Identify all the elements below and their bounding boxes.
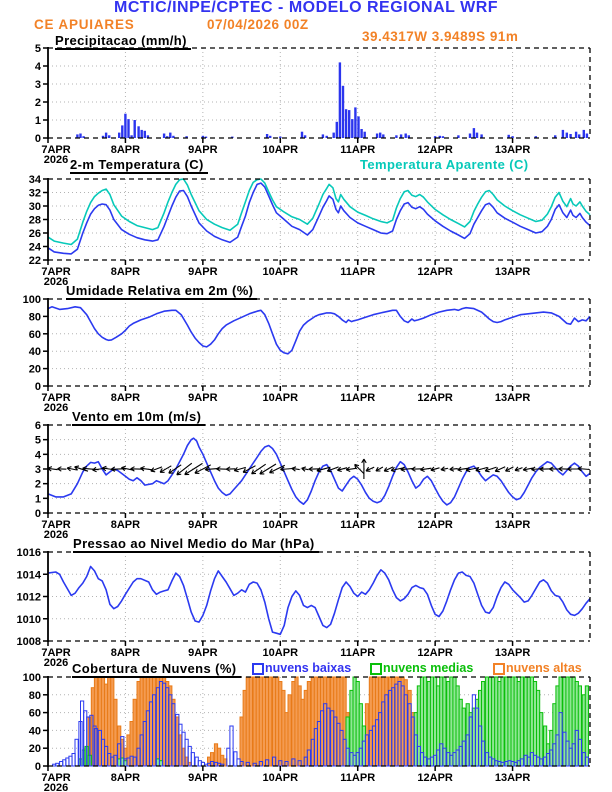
x-year-label: 2026: [43, 529, 69, 541]
y-tick-label: 34: [28, 174, 41, 186]
precip-bar: [141, 130, 143, 138]
y-tick-label: 24: [28, 241, 41, 254]
x-tick-label: 10APR: [262, 392, 299, 404]
precip-bar: [301, 132, 303, 138]
cloud-bar-altas: [269, 677, 272, 766]
x-tick-label: 13APR: [494, 772, 531, 784]
precip-bar: [124, 114, 126, 138]
wind-arrow: [431, 467, 440, 471]
precip-bar: [469, 134, 471, 139]
x-tick-label: 11APR: [340, 392, 376, 404]
y-tick-label: 1014: [16, 569, 41, 582]
x-tick-label: 8APR: [110, 144, 141, 156]
precip-bar: [105, 133, 107, 138]
panel-legend-temp-aparente: Temperatura Aparente (C): [360, 157, 529, 172]
wind-arrow: [302, 467, 309, 471]
precip-bar: [395, 135, 397, 138]
precip-bar: [169, 133, 171, 138]
precip-bar: [336, 122, 338, 138]
wind-arrow: [376, 467, 383, 471]
x-tick-label: 12APR: [417, 392, 453, 404]
precip-bar: [279, 137, 281, 138]
wind-arrow: [252, 464, 266, 474]
precip-bar: [575, 132, 577, 138]
rh-line: [48, 307, 590, 354]
x-year-label: 2026: [43, 657, 69, 669]
y-tick-label: 30: [28, 201, 41, 213]
y-tick-label: 5: [34, 434, 41, 447]
x-tick-label: 9APR: [188, 392, 218, 404]
x-tick-label: 12APR: [417, 144, 453, 156]
legend-square-nuvens-baixas-icon: [252, 663, 264, 675]
x-tick-label: 11APR: [340, 647, 376, 659]
y-tick-label: 60: [28, 707, 41, 720]
y-tick-label: 20: [28, 363, 41, 376]
y-tick-label: 28: [28, 214, 41, 227]
y-tick-label: 4: [34, 449, 41, 462]
precip-bar: [473, 128, 475, 138]
cloud-bar-medias: [501, 677, 504, 766]
y-tick-label: 32: [28, 187, 41, 200]
y-tick-label: 100: [22, 294, 41, 306]
y-tick-label: 80: [28, 689, 41, 702]
run-datetime: 07/04/2026 00Z: [207, 17, 309, 32]
x-tick-label: 7APR: [41, 519, 71, 531]
x-tick-label: 8APR: [110, 519, 141, 531]
x-tick-label: 10APR: [262, 266, 299, 278]
panel-title-clouds: Cobertura de Nuvens (%): [72, 661, 241, 678]
y-tick-label: 1010: [16, 613, 41, 626]
x-tick-label: 8APR: [110, 392, 141, 404]
y-tick-label: 1008: [16, 636, 41, 648]
y-tick-label: 6: [34, 420, 41, 432]
x-tick-label: 13APR: [494, 144, 531, 156]
y-tick-label: 40: [28, 725, 41, 738]
x-tick-label: 13APR: [494, 392, 531, 404]
precip-bar: [79, 134, 81, 139]
x-tick-label: 7APR: [41, 266, 71, 278]
x-tick-label: 9APR: [188, 519, 218, 531]
y-tick-label: 0: [34, 508, 41, 520]
y-tick-label: 40: [28, 346, 41, 359]
wind-arrow: [515, 467, 523, 471]
x-tick-label: 11APR: [340, 266, 376, 278]
y-tick-label: 2: [34, 478, 41, 491]
y-tick-label: 22: [28, 255, 41, 267]
x-tick-label: 12APR: [417, 519, 453, 531]
x-tick-label: 10APR: [262, 144, 299, 156]
wind-arrow: [281, 467, 293, 472]
cloud-bar-baixas: [75, 739, 78, 766]
wind-arrow: [420, 467, 431, 472]
x-tick-label: 8APR: [110, 647, 141, 659]
y-tick-label: 4: [34, 61, 41, 73]
x-tick-label: 9APR: [188, 144, 218, 156]
x-tick-label: 13APR: [494, 519, 531, 531]
precip-bar: [566, 133, 568, 138]
cloud-bar-baixas: [191, 753, 194, 766]
page-title: MCTIC/INPE/CPTEC - MODELO REGIONAL WRF: [113, 0, 499, 16]
station-label: CE APUIARES: [34, 17, 135, 32]
precip-bar: [360, 129, 362, 138]
y-tick-label: 100: [22, 672, 41, 684]
y-tick-label: 1016: [16, 547, 41, 559]
wind-arrow: [450, 467, 458, 471]
x-tick-label: 12APR: [417, 772, 453, 784]
x-tick-label: 11APR: [340, 144, 376, 156]
precip-bar: [376, 134, 378, 139]
y-tick-label: 80: [28, 311, 41, 324]
wind-arrow: [362, 459, 367, 479]
x-tick-label: 7APR: [41, 647, 71, 659]
cloud-bar-baixas: [230, 726, 233, 766]
x-tick-label: 9APR: [188, 647, 218, 659]
precip-bar: [127, 119, 129, 138]
slp-line: [48, 567, 590, 635]
panel-title-precip: Precipitacao (mm/h): [55, 33, 191, 50]
x-tick-label: 13APR: [494, 266, 531, 278]
coords-label: 39.4317W 3.9489S 91m: [362, 29, 519, 44]
precip-bar: [339, 62, 341, 138]
y-tick-label: 3: [34, 79, 41, 91]
precip-bar: [476, 133, 478, 138]
y-tick-label: 2: [34, 97, 41, 109]
cloud-bar-altas: [288, 695, 291, 766]
y-tick-label: 1012: [16, 591, 41, 604]
x-tick-label: 12APR: [417, 266, 453, 278]
wind-arrow: [578, 467, 590, 472]
precip-bar: [134, 120, 136, 138]
panel-title-rh: Umidade Relativa em 2m (%): [66, 283, 257, 300]
y-tick-label: 26: [28, 228, 41, 240]
wind-arrow: [337, 467, 347, 471]
y-tick-label: 0: [34, 381, 41, 393]
precip-bar: [269, 136, 271, 138]
precip-bar: [562, 130, 564, 138]
x-tick-label: 9APR: [188, 772, 218, 784]
x-tick-label: 12APR: [417, 647, 453, 659]
x-year-label: 2026: [43, 154, 69, 166]
precip-bar: [357, 116, 359, 138]
x-tick-label: 7APR: [41, 392, 71, 404]
precip-bar: [345, 109, 347, 138]
wind-arrow: [292, 467, 300, 471]
x-tick-label: 13APR: [494, 647, 531, 659]
precip-bar: [354, 107, 356, 138]
x-tick-label: 7APR: [41, 144, 71, 156]
x-year-label: 2026: [43, 402, 69, 414]
temp-line: [48, 183, 590, 254]
x-tick-label: 10APR: [262, 647, 299, 659]
precip-bar: [351, 119, 353, 138]
x-tick-label: 10APR: [262, 772, 299, 784]
precip-bar: [108, 135, 110, 138]
wind-arrow: [441, 467, 448, 471]
x-tick-label: 9APR: [188, 266, 218, 278]
y-tick-label: 3: [34, 464, 41, 476]
wind-arrow: [177, 463, 192, 475]
legend-square-nuvens-altas-icon: [493, 663, 505, 675]
y-tick-label: 1: [34, 115, 41, 127]
precip-bar: [118, 133, 120, 138]
x-tick-label: 10APR: [262, 519, 299, 531]
precip-bar: [379, 133, 381, 138]
precip-bar: [121, 125, 123, 138]
x-tick-label: 7APR: [41, 772, 71, 784]
y-tick-label: 0: [34, 761, 41, 773]
x-tick-label: 8APR: [110, 772, 141, 784]
x-year-label: 2026: [43, 276, 69, 288]
y-tick-label: 5: [34, 43, 41, 55]
wind-arrow: [226, 467, 235, 472]
wind-arrow: [140, 467, 152, 471]
y-tick-label: 20: [28, 743, 41, 756]
cloud-bar-altas: [249, 677, 252, 766]
legend-label-nuvens-baixas: nuvens baixas: [265, 661, 352, 675]
x-tick-label: 11APR: [340, 772, 376, 784]
precip-bar: [342, 86, 344, 138]
x-tick-label: 8APR: [110, 266, 141, 278]
wind-arrow: [412, 467, 422, 472]
y-tick-label: 1: [34, 493, 41, 506]
wind-arrow: [57, 467, 66, 472]
precip-bar: [405, 134, 407, 139]
y-tick-label: 60: [28, 328, 41, 341]
precip-bar: [163, 134, 165, 139]
x-tick-label: 11APR: [340, 519, 376, 531]
precip-bar: [333, 133, 335, 138]
cloud-bar-medias: [520, 677, 523, 766]
precip-bar: [583, 130, 585, 138]
panel-title-slp: Pressao ao Nivel Medio do Mar (hPa): [73, 536, 319, 553]
precip-bar: [137, 126, 139, 138]
precip-bar: [586, 134, 588, 139]
legend-label-nuvens-altas: nuvens altas: [506, 661, 582, 675]
panel-title-wind: Vento em 10m (m/s): [72, 409, 205, 426]
precip-bar: [144, 131, 146, 138]
precip-bar: [442, 136, 444, 138]
precip-bar: [364, 132, 366, 138]
wind-arrow: [185, 463, 203, 474]
legend-label-nuvens-medias: nuvens medias: [383, 661, 474, 675]
wind-arrow: [243, 466, 255, 473]
precip-bar: [348, 110, 350, 138]
panel-title-temp: 2-m Temperatura (C): [70, 157, 208, 174]
legend-square-nuvens-medias-icon: [370, 663, 382, 675]
wind-arrow: [216, 467, 226, 472]
x-year-label: 2026: [43, 782, 69, 792]
y-tick-label: 0: [34, 133, 41, 145]
